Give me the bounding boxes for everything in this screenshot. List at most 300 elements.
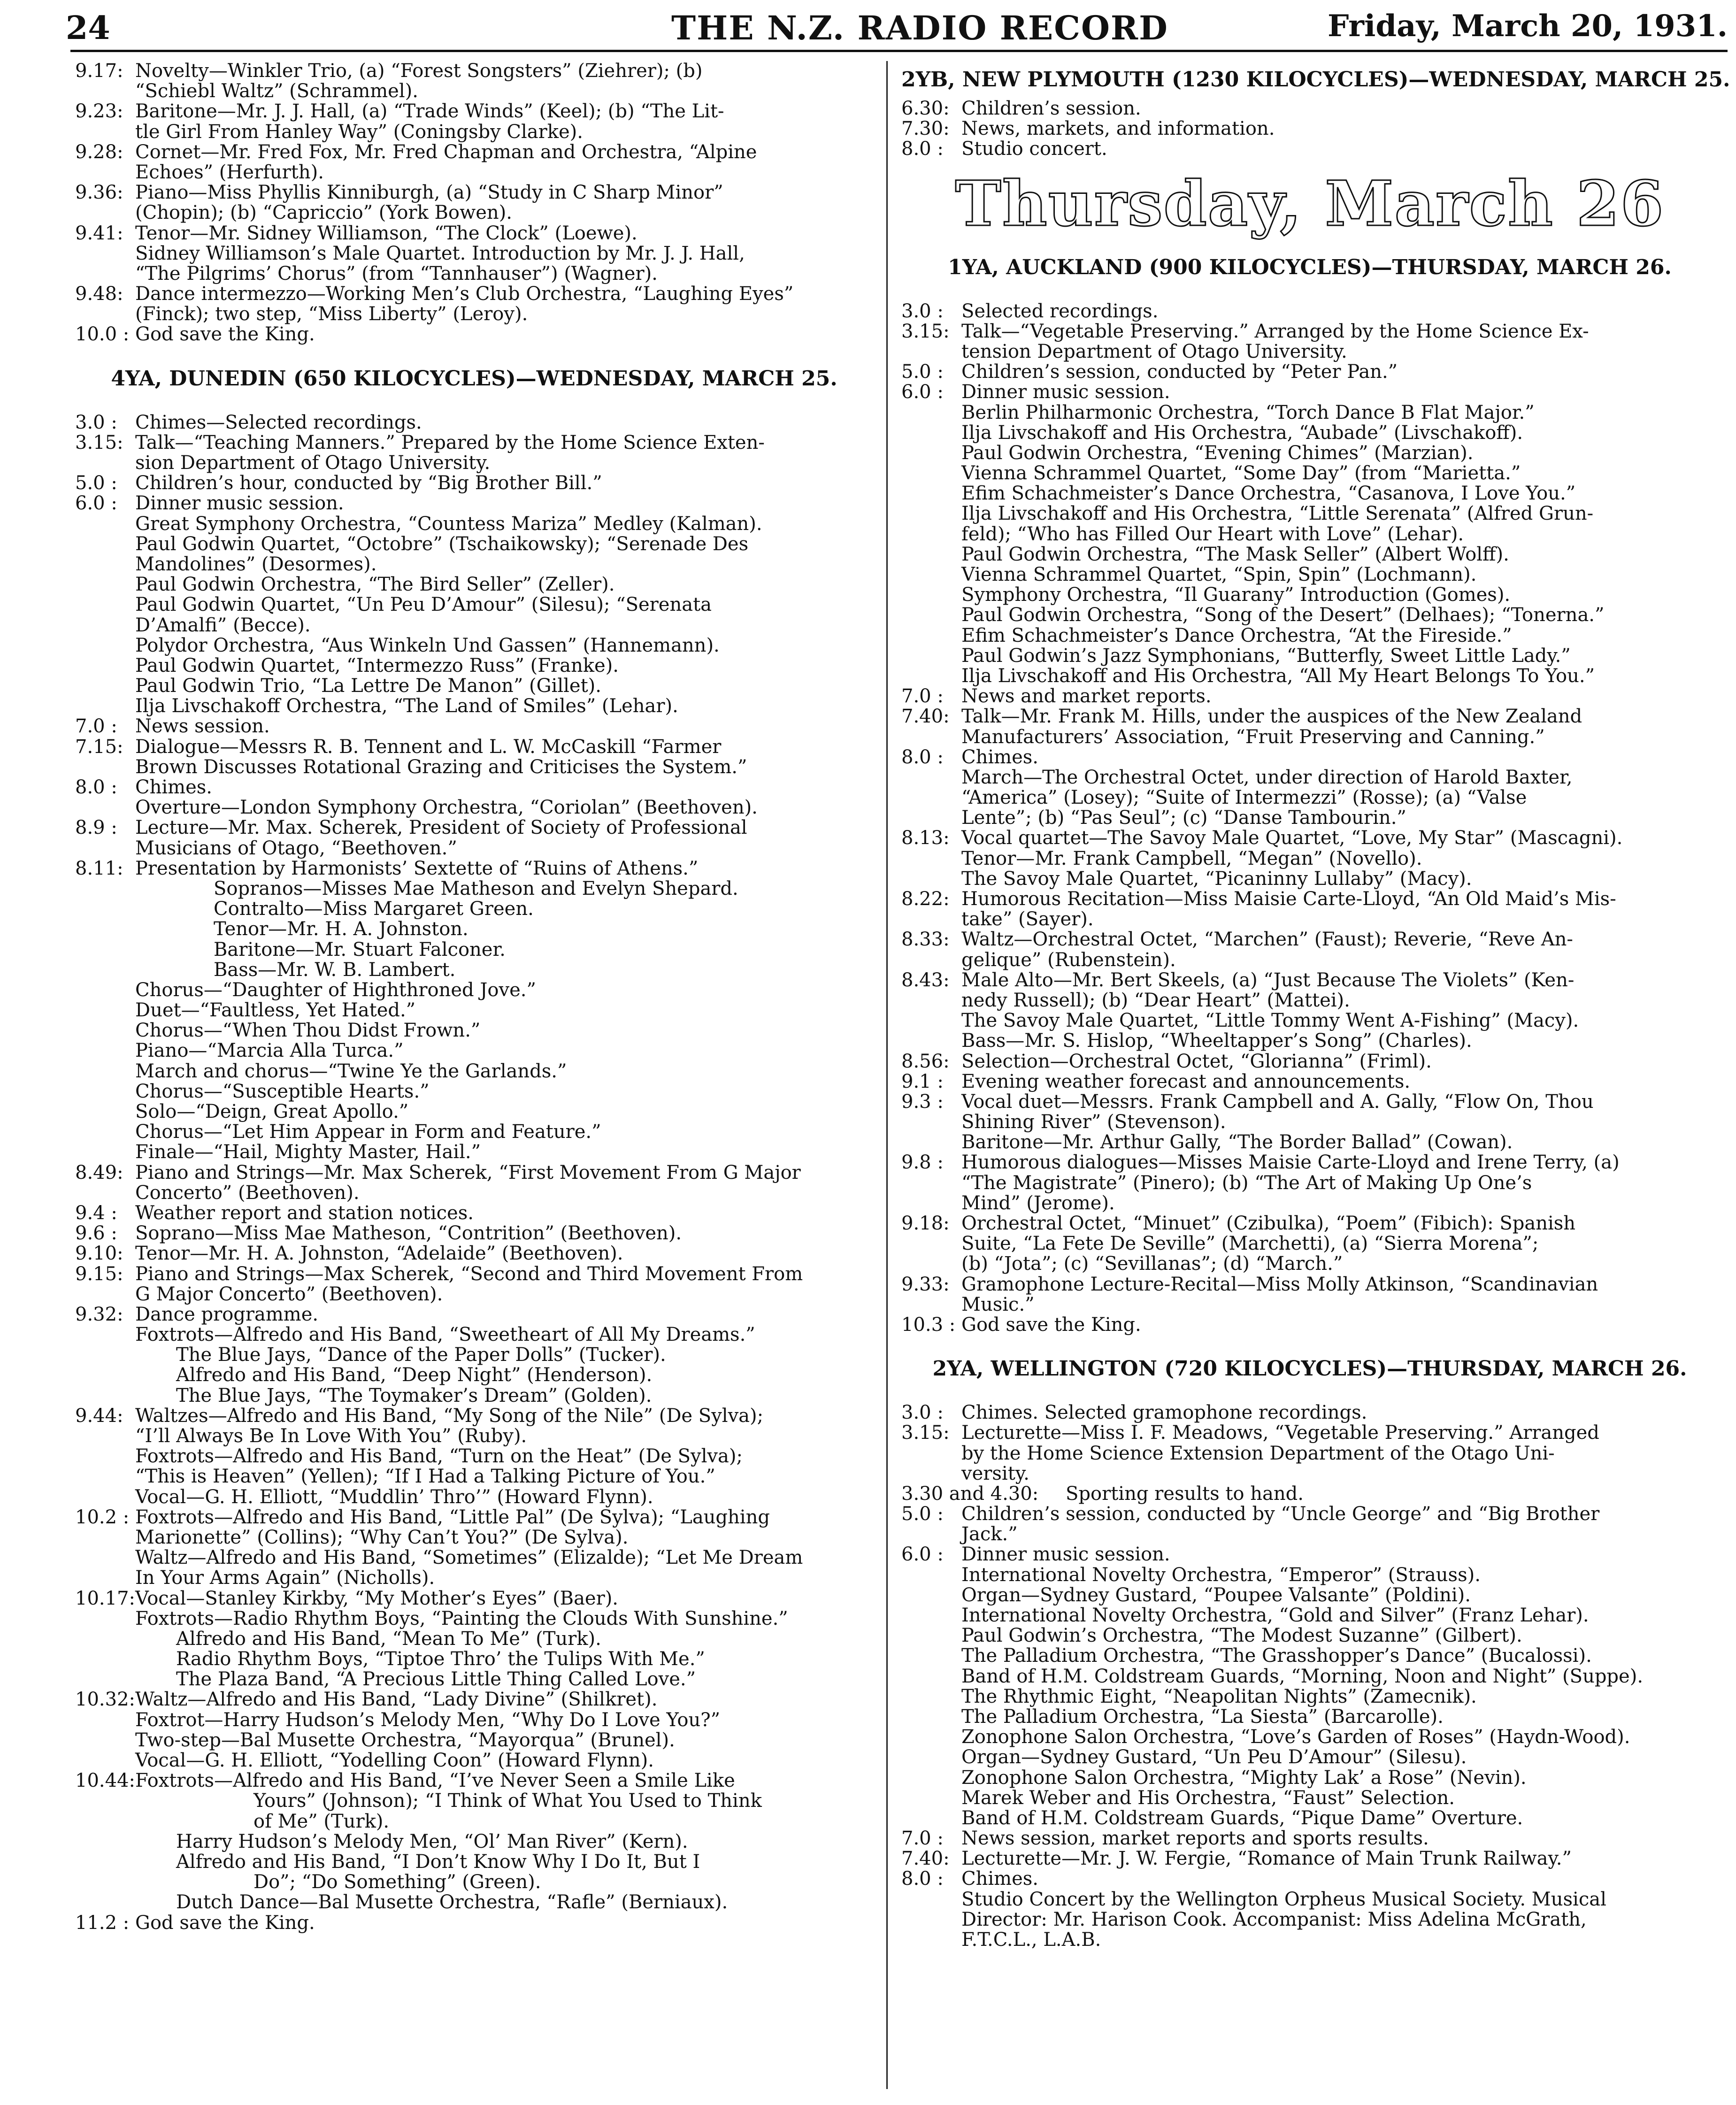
programme-text: tension Department of Otago University. (961, 341, 1347, 362)
programme-text: Children’s session, conducted by “Peter Pan.” (961, 362, 1398, 383)
programme-text: Foxtrot—Harry Hudson’s Melody Men, “Why Do I Love You?” (135, 1710, 721, 1730)
programme-line (901, 1295, 1718, 1315)
programme-text: Organ—Sydney Gustard, “Un Peu D’Amour” (Silesu). (961, 1747, 1467, 1768)
programme-time: 3.30 and 4.30: (901, 1483, 1039, 1505)
programme-line (901, 322, 1718, 342)
programme-line (901, 727, 1718, 747)
programme-text: Vocal quartet—The Savoy Male Quartet, “Love, My Star” (Mascagni). (961, 828, 1623, 849)
programme-text: take” (Sayer). (961, 909, 1094, 930)
programme-text: Orchestral Octet, “Minuet” (Czibulka), “Poem” (Fibich): Spanish (961, 1214, 1576, 1234)
programme-line (75, 757, 873, 777)
programme-line (75, 1264, 873, 1284)
programme-time: 7.0 : (901, 686, 944, 707)
programme-line (901, 686, 1718, 707)
programme-text: Lente”; (b) “Pas Seul”; (c) “Danse Tambourin.” (961, 808, 1406, 829)
programme-line (901, 1423, 1718, 1443)
programme-line (75, 940, 873, 960)
programme-text: Two-step—Bal Musette Orchestra, “Mayorqua” (Brunel). (135, 1730, 675, 1751)
programme-line (901, 342, 1718, 362)
programme-time: 3.15: (75, 432, 123, 453)
programme-line (75, 1345, 873, 1365)
programme-text: gelique” (Rubenstein). (961, 950, 1176, 970)
programme-text: The Plaza Band, “A Precious Little Thing Called Love.” (176, 1669, 696, 1690)
programme-time: 6.0 : (901, 382, 944, 403)
programme-text: Foxtrots—Alfredo and His Band, “I’ve Never Seen a Smile Like (135, 1771, 735, 1791)
programme-text: Manufacturers’ Association, “Fruit Preserving and Canning.” (961, 727, 1545, 747)
programme-time: 9.8 : (901, 1152, 944, 1173)
programme-line (75, 1325, 873, 1345)
day-heading: Thursday, March 26 (955, 167, 1665, 240)
programme-time: 3.0 : (75, 412, 117, 433)
programme-line (75, 1913, 873, 1933)
programme-line (901, 403, 1718, 423)
programme-line (901, 504, 1718, 524)
programme-text: Paul Godwin’s Orchestra, “The Modest Suzanne” (Gilbert). (961, 1626, 1522, 1646)
programme-text: Foxtrots—Alfredo and His Band, “Little Pal” (De Sylva); “Laughing (135, 1507, 770, 1528)
programme-line (75, 1690, 873, 1710)
programme-text: “America” (Losey); “Suite of Intermezzi” (Rosse); (a) “Valse (961, 788, 1527, 808)
programme-text: by the Home Science Extension Department of the Otago Uni- (961, 1443, 1555, 1464)
left-column (75, 61, 873, 1933)
programme-text: Foxtrots—Radio Rhythm Boys, “Painting the Clouds With Sunshine.” (135, 1608, 788, 1629)
programme-line (901, 1504, 1718, 1524)
programme-text: Jack.” (961, 1524, 1018, 1545)
programme-line (901, 565, 1718, 585)
programme-line (901, 605, 1718, 625)
programme-time: 8.0 : (901, 1869, 944, 1890)
programme-text: Chimes—Selected recordings. (135, 412, 422, 433)
programme-text: “Schiebl Waltz” (Schrammel). (135, 81, 418, 102)
programme-text: Do”; “Do Something” (Green). (253, 1872, 541, 1893)
programme-text: The Blue Jays, “The Toymaker’s Dream” (Golden). (176, 1385, 652, 1406)
programme-line (901, 1052, 1718, 1072)
programme-line (75, 1791, 873, 1811)
programme-line (75, 777, 873, 798)
programme-line (75, 554, 873, 575)
programme-time: 9.36: (75, 183, 123, 203)
programme-text: Alfredo and His Band, “Deep Night” (Henderson). (176, 1365, 653, 1386)
programme-time: 9.23: (75, 101, 123, 122)
programme-text: Piano and Strings—Mr. Max Scherek, “First Movement From G Major (135, 1162, 801, 1183)
programme-text: Waltz—Alfredo and His Band, “Sometimes” (Elizalde); “Let Me Dream (135, 1548, 803, 1568)
programme-time: 9.18: (901, 1214, 950, 1234)
programme-text: Vocal duet—Messrs. Frank Campbell and A. Gally, “Flow On, Thou (961, 1091, 1594, 1113)
programme-line (901, 1011, 1718, 1031)
programme-text: Vienna Schrammel Quartet, “Some Day” (from “Marietta.” (961, 463, 1521, 484)
programme-line (75, 615, 873, 636)
programme-text: Marionette” (Collins); “Why Can’t You?” (De Sylva). (135, 1527, 629, 1548)
programme-time: 9.3 : (901, 1091, 944, 1113)
programme-line (75, 716, 873, 737)
programme-text: Shining River” (Stevenson). (961, 1112, 1226, 1133)
programme-line (901, 1544, 1718, 1565)
programme-text: The Palladium Orchestra, “The Grasshopper’s Dance” (Bucalossi). (961, 1646, 1592, 1667)
programme-line (75, 1487, 873, 1507)
programme-text: Sporting results to hand. (1066, 1483, 1304, 1505)
programme-line (901, 1031, 1718, 1051)
programme-line (75, 324, 873, 345)
programme-text: Bass—Mr. W. B. Lambert. (214, 960, 456, 980)
programme-time: 8.49: (75, 1162, 123, 1183)
programme-line (901, 768, 1718, 788)
programme-line (901, 808, 1718, 828)
programme-text: International Novelty Orchestra, “Gold and Silver” (Franz Lehar). (961, 1606, 1589, 1626)
programme-line (75, 1163, 873, 1183)
programme-line (901, 1910, 1718, 1930)
programme-text: Mind” (Jerome). (961, 1193, 1115, 1214)
programme-line (75, 1365, 873, 1385)
programme-line (75, 244, 873, 264)
programme-line (75, 676, 873, 696)
programme-time: 9.48: (75, 284, 123, 305)
programme-line (75, 473, 873, 493)
programme-text: Chimes. (961, 1869, 1039, 1890)
programme-time: 9.44: (75, 1406, 123, 1426)
programme-line (75, 1507, 873, 1528)
programme-line (901, 1214, 1718, 1234)
programme-text: Chimes. (135, 777, 213, 798)
programme-line (901, 1808, 1718, 1828)
programme-line (901, 1152, 1718, 1173)
programme-text: Lecturette—Miss I. F. Meadows, “Vegetable Preserving.” Arranged (961, 1423, 1599, 1444)
programme-line (75, 838, 873, 859)
programme-text: Great Symphony Orchestra, “Countess Mariza” Medley (Kalman). (135, 514, 762, 534)
programme-text: Evening weather forecast and announcements. (961, 1071, 1411, 1092)
programme-line (75, 1812, 873, 1832)
programme-line (901, 585, 1718, 605)
programme-time: 9.4 : (75, 1203, 117, 1224)
programme-line (75, 61, 873, 81)
programme-time: 10.32: (75, 1690, 135, 1710)
programme-line (75, 636, 873, 656)
programme-line (75, 162, 873, 183)
programme-time: 7.30: (901, 119, 950, 139)
programme-text: Suite, “La Fete De Seville” (Marchetti), (a) “Sierra Morena”; (961, 1234, 1539, 1254)
masthead-title: THE N.Z. RADIO RECORD (671, 8, 1168, 47)
programme-text: Selection—Orchestral Octet, “Glorianna” (Friml). (961, 1051, 1432, 1072)
right-column (901, 61, 1730, 1951)
programme-text: Alfredo and His Band, “I Don’t Know Why I Do It, But I (176, 1851, 700, 1873)
programme-line (75, 1589, 873, 1609)
programme-line (901, 1173, 1718, 1193)
programme-line (901, 849, 1718, 869)
programme-line (75, 223, 873, 244)
programme-line (901, 1890, 1718, 1910)
programme-text: Harry Hudson’s Melody Men, “Ol’ Man River” (Kern). (176, 1831, 688, 1852)
programme-line (75, 1041, 873, 1061)
programme-line (901, 1565, 1718, 1585)
issue-date: Friday, March 20, 1931. (1327, 8, 1728, 44)
spacer (901, 1335, 1718, 1350)
spacer (75, 398, 873, 413)
programme-text: (b) “Jota”; (c) “Sevillanas”; (d) “March.” (961, 1254, 1343, 1275)
programme-time: 6.30: (901, 99, 950, 119)
programme-line (75, 413, 873, 433)
programme-line (901, 1707, 1718, 1727)
programme-time: 5.0 : (901, 1504, 944, 1525)
programme-text: Vocal—G. H. Elliott, “Muddlin’ Thro’” (Howard Flynn). (135, 1487, 653, 1507)
programme-time: 3.0 : (901, 1403, 944, 1423)
programme-text: Ilja Livschakoff and His Orchestra, “Aubade” (Livschakoff). (961, 423, 1523, 443)
programme-line (75, 453, 873, 473)
programme-line (75, 1669, 873, 1690)
programme-line (75, 960, 873, 980)
programme-line (75, 304, 873, 324)
programme-line (75, 1730, 873, 1751)
programme-time: 11.2 : (75, 1913, 130, 1933)
programme-text: Sidney Williamson’s Male Quartet. Introduction by Mr. J. J. Hall, (135, 243, 745, 264)
programme-text: Paul Godwin’s Jazz Symphonians, “Butterfly, Sweet Little Lady.” (961, 645, 1571, 666)
programme-line (75, 101, 873, 122)
programme-text: Soprano—Miss Mae Matheson, “Contrition” (Beethoven). (135, 1223, 682, 1244)
programme-text: God save the King. (135, 324, 315, 345)
programme-time: 5.0 : (901, 362, 944, 383)
programme-time: 9.17: (75, 61, 123, 82)
programme-line (75, 980, 873, 1000)
programme-text: Chorus—“Daughter of Highthroned Jove.” (135, 980, 536, 1001)
programme-text: Echoes” (Herfurth). (135, 162, 324, 183)
programme-line (75, 1609, 873, 1629)
programme-text: Organ—Sydney Gustard, “Poupee Valsante” (Poldini). (961, 1585, 1471, 1606)
programme-text: “The Pilgrims’ Chorus” (from “Tannhauser”) (Wagner). (135, 263, 658, 284)
programme-line (901, 666, 1718, 686)
programme-line (75, 1061, 873, 1082)
page-header (66, 7, 1728, 52)
programme-line (75, 859, 873, 879)
programme-line (75, 1446, 873, 1467)
programme-line (75, 142, 873, 162)
programme-line (75, 798, 873, 818)
programme-time: 7.0 : (901, 1828, 944, 1849)
programme-line (75, 1528, 873, 1548)
programme-line (75, 534, 873, 554)
programme-line (901, 1234, 1718, 1254)
programme-line (901, 1687, 1718, 1707)
programme-text: Ilja Livschakoff and His Orchestra, “Little Serenata” (Alfred Grun- (961, 504, 1594, 524)
programme-line (901, 1072, 1718, 1092)
programme-text: sion Department of Otago University. (135, 453, 491, 474)
programme-text: Paul Godwin Orchestra, “Evening Chimes” (Marzian). (961, 443, 1474, 464)
programme-line (75, 1649, 873, 1669)
programme-text: Brown Discusses Rotational Grazing and Criticises the System.” (135, 757, 747, 777)
programme-text: Male Alto—Mr. Bert Skeels, (a) “Just Because The Violets” (Ken- (961, 970, 1575, 991)
programme-text: Dinner music session. (961, 382, 1170, 403)
programme-text: Band of H.M. Coldstream Guards, “Pique Dame” Overture. (961, 1808, 1523, 1829)
programme-line (901, 99, 1718, 119)
programme-text: Weather report and station notices. (135, 1203, 474, 1224)
programme-time: 10.3 : (901, 1314, 956, 1336)
programme-line (901, 443, 1718, 463)
programme-text: Selected recordings. (961, 301, 1159, 322)
programme-line (75, 433, 873, 453)
programme-text: Humorous dialogues—Misses Maisie Carte-Lloyd and Irene Terry, (a) (961, 1152, 1620, 1173)
programme-time: 10.0 : (75, 324, 130, 345)
programme-line (901, 119, 1718, 139)
programme-line (75, 1142, 873, 1162)
programme-text: Zonophone Salon Orchestra, “Mighty Lak’ a Rose” (Nevin). (961, 1767, 1527, 1788)
programme-text: News session, market reports and sports results. (961, 1828, 1429, 1849)
programme-text: Cornet—Mr. Fred Fox, Mr. Fred Chapman and Orchestra, “Alpine (135, 142, 757, 162)
programme-text: (Finck); two step, “Miss Liberty” (Leroy). (135, 304, 528, 325)
programme-time: 3.0 : (901, 301, 944, 322)
programme-line (901, 1444, 1718, 1464)
programme-time: 9.41: (75, 223, 123, 244)
programme-text: Chimes. (961, 747, 1039, 768)
programme-text: “The Magistrate” (Pinero); (b) “The Art of Making Up One’s (961, 1173, 1532, 1193)
programme-text: Chorus—“Let Him Appear in Form and Feature.” (135, 1122, 601, 1143)
programme-text: Yours” (Johnson); “I Think of What You Used to Think (253, 1791, 762, 1812)
programme-text: Presentation by Harmonists’ Sextette of “Ruins of Athens.” (135, 858, 699, 879)
programme-line (75, 1021, 873, 1041)
programme-text: Tenor—Mr. H. A. Johnston. (214, 919, 469, 940)
programme-text: Radio Rhythm Boys, “Tiptoe Thro’ the Tulips With Me.” (176, 1649, 705, 1670)
programme-text: Baritone—Mr. Arthur Gally, “The Border Ballad” (Cowan). (961, 1132, 1513, 1153)
programme-time: 8.0 : (75, 777, 117, 798)
programme-text: Dutch Dance—Bal Musette Orchestra, “Rafle” (Berniaux). (176, 1892, 728, 1913)
programme-line (75, 919, 873, 939)
programme-time: 10.17: (75, 1588, 135, 1609)
programme-text: Concerto” (Beethoven). (135, 1183, 360, 1203)
programme-line (75, 183, 873, 203)
programme-line (75, 1183, 873, 1203)
programme-text: Paul Godwin Quartet, “Octobre” (Tschaikowsky); “Serenade Des (135, 534, 749, 554)
programme-time: 8.0 : (901, 747, 944, 768)
programme-text: Polydor Orchestra, “Aus Winkeln Und Gassen” (Hannemann). (135, 635, 720, 656)
programme-line (75, 514, 873, 534)
programme-text: Foxtrots—Alfredo and His Band, “Sweetheart of All My Dreams.” (135, 1325, 755, 1345)
programme-text: Dance intermezzo—Working Men’s Club Orchestra, “Laughing Eyes” (135, 284, 794, 305)
programme-time: 7.40: (901, 707, 950, 727)
programme-time: 9.6 : (75, 1223, 117, 1244)
programme-line (901, 1788, 1718, 1808)
programme-line (901, 747, 1718, 768)
programme-text: versity. (961, 1463, 1029, 1484)
programme-line (901, 828, 1718, 848)
programme-line (75, 1244, 873, 1264)
programme-text: The Savoy Male Quartet, “Picaninny Lullaby” (Macy). (961, 868, 1472, 889)
programme-line (901, 1464, 1718, 1484)
programme-text: Finale—“Hail, Mighty Master, Hail.” (135, 1142, 481, 1163)
programme-time: 9.32: (75, 1304, 123, 1325)
programme-line (75, 203, 873, 223)
programme-time: 7.40: (901, 1849, 950, 1869)
programme-text: D’Amalfi” (Becce). (135, 615, 311, 636)
programme-line (901, 1132, 1718, 1152)
programme-line (901, 1275, 1718, 1295)
programme-time: 9.1 : (901, 1071, 944, 1092)
programme-line (901, 1403, 1718, 1423)
programme-time: 6.0 : (75, 493, 117, 514)
programme-text: Waltz—Orchestral Octet, “Marchen” (Faust); Reverie, “Reve An- (961, 930, 1573, 950)
programme-text: Music.” (961, 1294, 1035, 1315)
spacer (901, 1388, 1718, 1403)
programme-line (901, 707, 1718, 727)
programme-text: Tenor—Mr. Sidney Williamson, “The Clock” (Loewe). (135, 223, 638, 244)
programme-line (75, 1548, 873, 1568)
programme-text: Baritone—Mr. Stuart Falconer. (214, 939, 506, 960)
programme-time: 8.9 : (75, 818, 117, 838)
programme-line (901, 909, 1718, 930)
programme-text: Symphony Orchestra, “Il Guarany” Introduction (Gomes). (961, 585, 1511, 606)
programme-time: 9.28: (75, 142, 123, 162)
programme-text: Lecture—Mr. Max. Scherek, President of Society of Professional (135, 818, 747, 838)
programme-line (901, 1626, 1718, 1646)
programme-text: Talk—“Vegetable Preserving.” Arranged by the Home Science Ex- (961, 321, 1589, 342)
programme-text: Chorus—“Susceptible Hearts.” (135, 1081, 430, 1102)
programme-line (75, 1771, 873, 1791)
programme-line (901, 646, 1718, 666)
programme-line (901, 1606, 1718, 1626)
programme-time: 9.10: (75, 1244, 123, 1264)
programme-time: 9.33: (901, 1274, 950, 1295)
programme-line (75, 656, 873, 676)
programme-text: Paul Godwin Quartet, “Un Peu D’Amour” (Silesu); “Serenata (135, 595, 712, 615)
programme-text: The Rhythmic Eight, “Neapolitan Nights” (Zamecnik). (961, 1686, 1477, 1707)
programme-text: Chorus—“When Thou Didst Frown.” (135, 1021, 481, 1041)
programme-line (901, 1869, 1718, 1889)
station-heading: 1YA, AUCKLAND (900 KILOCYCLES)—THURSDAY, MARCH 26. (948, 255, 1672, 279)
programme-text: Paul Godwin Trio, “La Lettre De Manon” (Gillet). (135, 676, 601, 697)
programme-text: God save the King. (961, 1314, 1141, 1336)
programme-line (901, 382, 1718, 402)
programme-text: Dance programme. (135, 1304, 319, 1325)
programme-line (901, 869, 1718, 889)
programme-time: 8.43: (901, 970, 950, 991)
programme-text: News session. (135, 716, 270, 737)
programme-text: Paul Godwin Quartet, “Intermezzo Russ” (Franke). (135, 655, 619, 676)
programme-text: International Novelty Orchestra, “Emperor” (Strauss). (961, 1565, 1481, 1585)
programme-time: 9.15: (75, 1264, 123, 1284)
programme-text: In Your Arms Again” (Nicholls). (135, 1568, 435, 1589)
programme-text: March and chorus—“Twine Ye the Garlands.” (135, 1061, 567, 1082)
programme-line (75, 122, 873, 142)
programme-text: Humorous Recitation—Miss Maisie Carte-Lloyd, “An Old Maid’s Mis- (961, 889, 1616, 910)
programme-line (901, 139, 1718, 159)
programme-line (75, 696, 873, 716)
programme-text: Dinner music session. (961, 1544, 1170, 1565)
programme-line (75, 1629, 873, 1649)
programme-line (901, 970, 1718, 991)
programme-text: Sopranos—Misses Mae Matheson and Evelyn Shepard. (214, 878, 738, 899)
programme-line (75, 1426, 873, 1446)
programme-text: Alfredo and His Band, “Mean To Me” (Turk). (176, 1629, 601, 1650)
programme-text: Foxtrots—Alfredo and His Band, “Turn on the Heat” (De Sylva); (135, 1446, 743, 1467)
programme-text: G Major Concerto” (Beethoven). (135, 1284, 443, 1305)
programme-text: God save the King. (135, 1913, 315, 1933)
programme-line (75, 284, 873, 304)
programme-text: Band of H.M. Coldstream Guards, “Morning, Noon and Night” (Suppe). (961, 1666, 1644, 1687)
programme-text: The Savoy Male Quartet, “Little Tommy Went A-Fishing” (Macy). (961, 1011, 1579, 1031)
programme-line (75, 1122, 873, 1142)
programme-text: “I’ll Always Be In Love With You” (Ruby). (135, 1426, 527, 1447)
programme-text: Dialogue—Messrs R. B. Tennent and L. W. McCaskill “Farmer (135, 737, 722, 757)
programme-text: Solo—“Deign, Great Apollo.” (135, 1102, 409, 1122)
programme-text: Overture—London Symphony Orchestra, “Coriolan” (Beethoven). (135, 798, 758, 818)
programme-time: 8.11: (75, 858, 123, 879)
programme-line (901, 1315, 1718, 1335)
programme-line (75, 1751, 873, 1771)
programme-text: Children’s session. (961, 99, 1141, 119)
programme-line (75, 1852, 873, 1872)
programme-text: Ilja Livschakoff Orchestra, “The Land of Smiles” (Lehar). (135, 696, 678, 717)
programme-text: News, markets, and information. (961, 119, 1275, 139)
spacer (75, 345, 873, 360)
programme-text: Children’s session, conducted by “Uncle George” and “Big Brother (961, 1504, 1600, 1525)
programme-line (75, 1203, 873, 1223)
programme-text: Paul Godwin Orchestra, “The Bird Seller” (Zeller). (135, 575, 615, 595)
programme-time: 5.0 : (75, 473, 117, 494)
programme-line (901, 1254, 1718, 1274)
